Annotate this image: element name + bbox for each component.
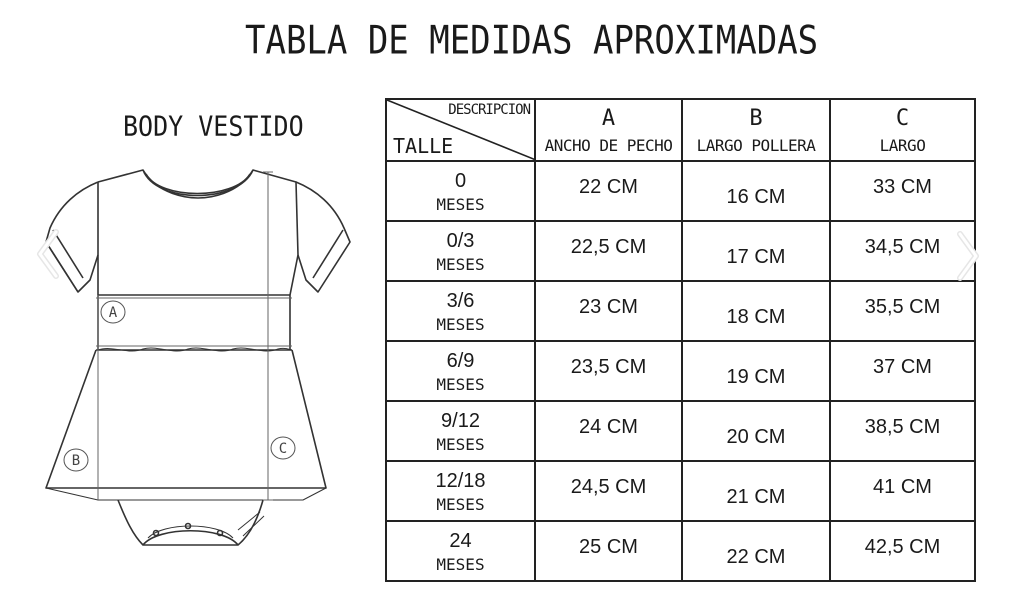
table-corner-cell [386,99,535,161]
table-row [386,521,975,581]
value-cell-a [535,461,682,521]
chest-width-value: 23,5 CM [570,355,647,378]
value-cell-c [830,281,975,341]
table-row [386,281,975,341]
skirt-length-value: 20 CM [726,425,786,448]
table-row [386,161,975,221]
size-value: 0/3 [446,230,475,252]
chest-width-value: 23 CM [579,295,638,318]
size-cell [386,281,535,341]
column-header-c [830,99,975,161]
previous-image-button[interactable] [28,224,68,284]
size-chart-table [385,98,976,582]
size-unit: MESES [436,495,485,514]
skirt-length-value: 16 CM [726,185,786,208]
next-image-button[interactable] [948,226,988,286]
total-length-value: 33 CM [873,175,932,198]
size-unit: MESES [436,195,485,214]
size-unit: MESES [436,555,485,574]
chest-width-value: 22,5 CM [570,235,647,258]
total-length-value: 42,5 CM [864,535,941,558]
value-cell-b [682,221,830,281]
size-cell [386,161,535,221]
value-cell-a [535,401,682,461]
value-cell-b [682,461,830,521]
skirt-length-value: 18 CM [726,305,786,328]
corner-size-label: TALLE [393,134,454,158]
body-dress-illustration [38,160,358,560]
value-cell-c [830,341,975,401]
skirt-length-value: 21 CM [726,485,786,508]
value-cell-a [535,161,682,221]
column-description: LARGO [879,136,926,155]
total-length-value: 41 CM [873,475,932,498]
page-title: TABLA DE MEDIDAS APROXIMADAS [245,18,819,64]
size-cell [386,221,535,281]
value-cell-a [535,521,682,581]
column-letter: C [895,106,910,131]
total-length-value: 37 CM [873,355,932,378]
value-cell-a [535,341,682,401]
size-unit: MESES [436,315,485,334]
size-cell [386,401,535,461]
size-unit: MESES [436,435,485,454]
skirt-length-value: 17 CM [726,245,786,268]
size-value: 24 [449,530,472,552]
chest-width-value: 24,5 CM [570,475,647,498]
chest-width-value: 25 CM [579,535,638,558]
size-value: 6/9 [446,350,475,372]
table-row [386,221,975,281]
size-cell [386,341,535,401]
value-cell-b [682,401,830,461]
size-value: 12/18 [435,470,486,492]
garment-title: BODY VESTIDO [123,110,304,142]
table-row [386,401,975,461]
column-header-b [682,99,830,161]
value-cell-a [535,221,682,281]
table-header-row [386,99,975,161]
size-cell [386,521,535,581]
value-cell-b [682,521,830,581]
value-cell-b [682,341,830,401]
total-length-value: 34,5 CM [864,235,941,258]
chevron-right-icon [948,226,988,286]
column-letter: B [749,106,763,131]
size-unit: MESES [436,375,485,394]
column-letter: A [601,106,616,131]
chest-width-value: 22 CM [579,175,638,198]
marker-c: C [278,441,288,457]
marker-a: A [108,305,118,321]
size-value: 3/6 [446,290,475,312]
marker-b: B [71,453,81,469]
total-length-value: 38,5 CM [864,415,941,438]
value-cell-a [535,281,682,341]
table-row [386,461,975,521]
corner-description-label: DESCRIPCION [448,102,530,118]
size-cell [386,461,535,521]
value-cell-c [830,521,975,581]
skirt-length-value: 19 CM [726,365,786,388]
size-unit: MESES [436,255,485,274]
skirt-length-value: 22 CM [726,545,786,568]
table-row [386,341,975,401]
size-value: 0 [454,170,467,192]
column-description: LARGO POLLERA [696,136,816,155]
column-header-a [535,99,682,161]
value-cell-c [830,461,975,521]
column-description: ANCHO DE PECHO [544,136,673,155]
value-cell-b [682,281,830,341]
chevron-left-icon [28,224,68,284]
total-length-value: 35,5 CM [864,295,941,318]
size-chart-table-wrapper [385,98,976,582]
value-cell-c [830,401,975,461]
value-cell-b [682,161,830,221]
value-cell-c [830,161,975,221]
chest-width-value: 24 CM [579,415,638,438]
size-value: 9/12 [441,410,480,432]
